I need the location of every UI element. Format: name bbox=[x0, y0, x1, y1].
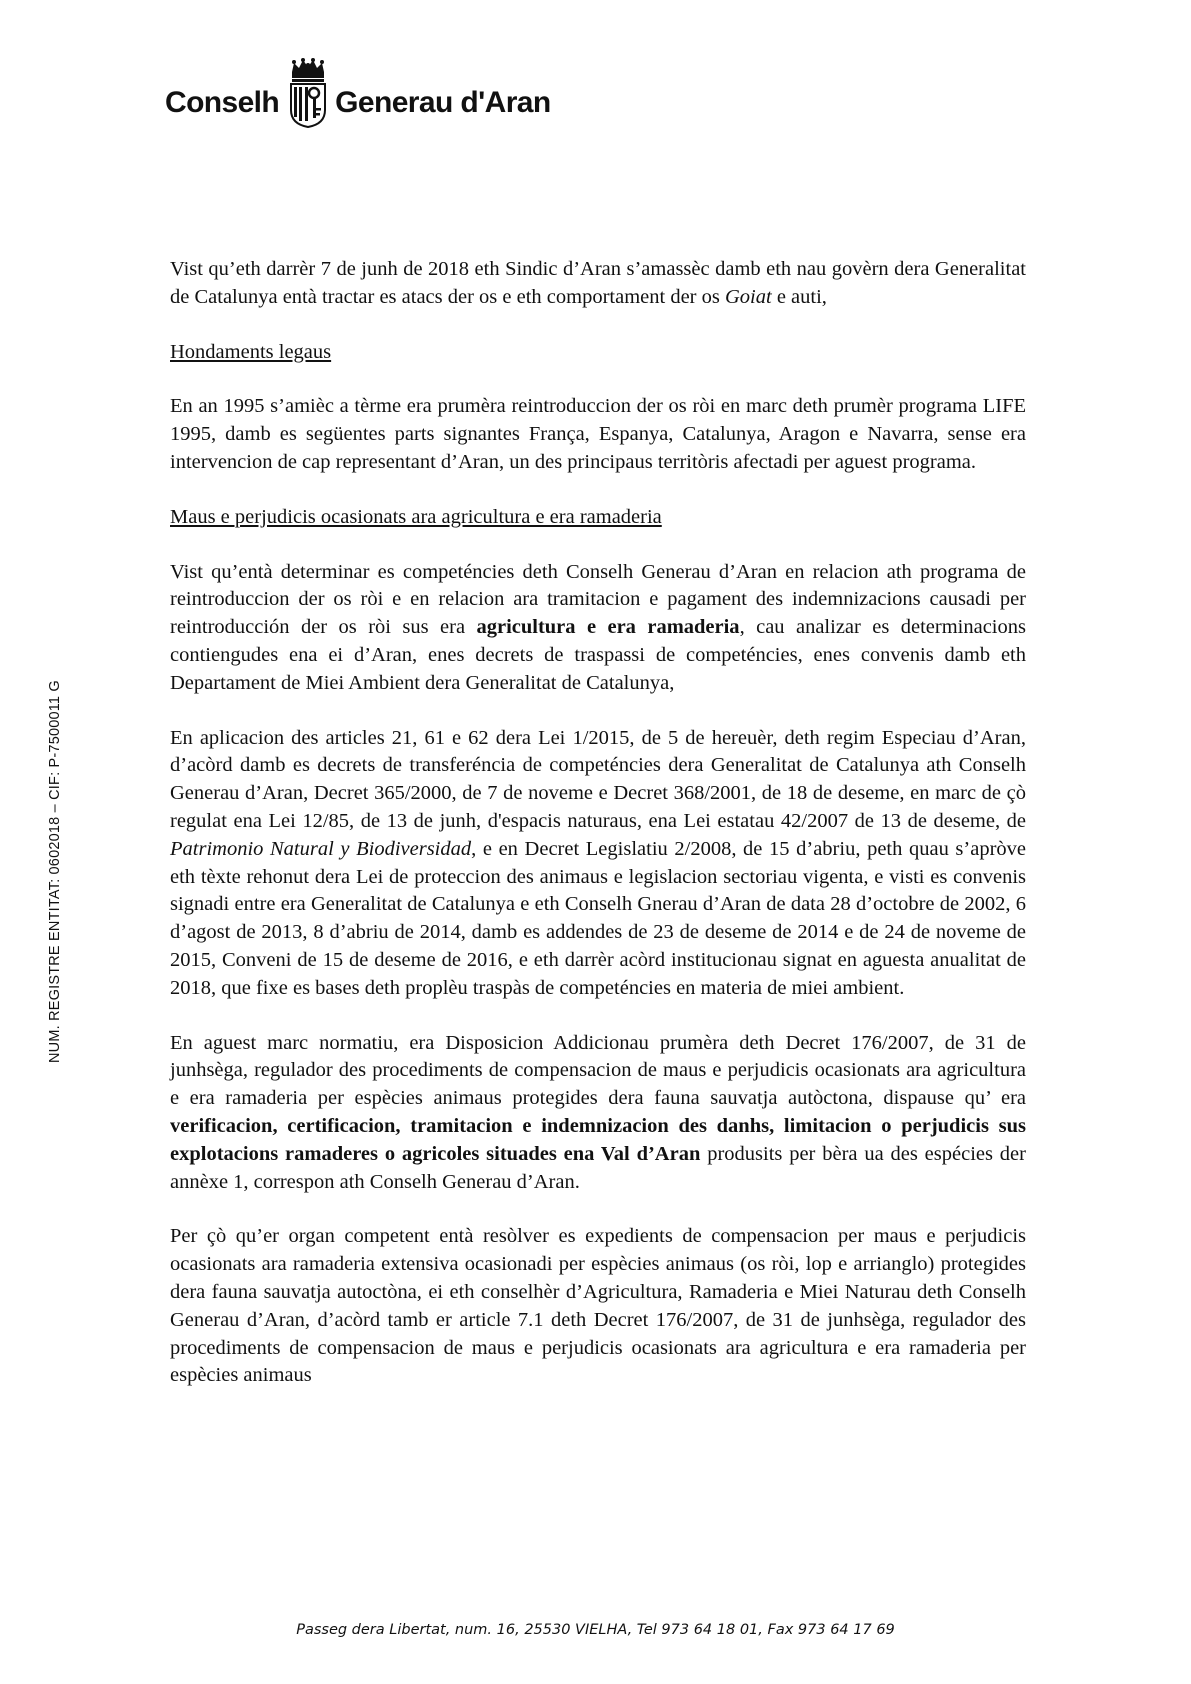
logo-text-right: Generau d'Aran bbox=[335, 86, 551, 119]
logo-text-left: Conselh bbox=[165, 86, 280, 119]
registration-number: NUM. REGISTRE ENTITAT: 0602018 – CIF: P-7500011 G bbox=[47, 680, 63, 1063]
letterhead bbox=[165, 58, 551, 128]
paragraph-1: Vist qu’eth darrèr 7 de junh de 2018 eth Sindic d’Aran s’amassèc damb eth nau govèrn dera Generalitat de Catalunya entà tractar es atacs der os e eth comportament der os Goiat e auti, bbox=[170, 258, 1026, 308]
aran-coat-of-arms-icon bbox=[285, 58, 331, 128]
section-heading-legal-basis: Hondaments legaus bbox=[170, 340, 332, 363]
paragraph-4: En aplicacion des articles 21, 61 e 62 dera Lei 1/2015, de 5 de hereuèr, deth regim Especiau d’Aran, d’acòrd damb es decrets de transferéncia de competéncies dera Generalitat de Catalunya ath Conselh Generau d’Aran, Decret 365/2000, de 7 de noveme e Decret 368/2001, de 18 de deseme, en marc de çò regulat ena Lei 12/85, de 13 de junh, d'espacis naturaus, ena Lei estatau 42/2007 de 13 de deseme, de Patrimonio Natural y Biodiversidad, e en Decret Legislatiu 2/2008, de 15 d’abriu, peth quau s’apròve eth tèxte rehonut dera Lei de proteccion des animaus e legislacion sectoriau vigenta, e visti es convenis signadi entre era Generalitat de Catalunya e eth Conselh Gnerau d’Aran de data 28 d’octobre de 2002, 6 d’agost de 2013, 8 d’abriu de 2014, damb es addendes de 23 de deseme de 2014 e de 24 de noveme de 2015, Conveni de 15 de deseme de 2016, e eth darrèr acòrd institucionau signat en aguesta anualitat de 2018, que fixe es bases deth proplèu traspàs de competéncies en materia de miei ambient. bbox=[170, 726, 1027, 999]
paragraph-3: Vist qu’entà determinar es competéncies deth Conselh Generau d’Aran en relacion ath programa de reintroduccion der os ròi e en relacion ara tramitacion e pagament des indemnizacions causadi per reintroducción der os ròi sus era agricultura e era ramaderia, cau analizar es determinacions contiengudes ena ei d’Aran, enes decrets de traspassi de competéncies, enes convenis damb eth Departament de Miei Ambient dera Generalitat de Catalunya, bbox=[170, 560, 1026, 694]
section-heading-damages: Maus e perjudicis ocasionats ara agricultura e era ramaderia bbox=[170, 505, 662, 528]
paragraph-2: En an 1995 s’amièc a tèrme era prumèra reintroduccion der os ròi en marc deth prumèr programa LIFE 1995, damb es següentes parts signantes França, Espanya, Catalunya, Aragon e Navarra, sense era intervencion de cap representant d’Aran, un des principaus territòris afectadi per aguest programa. bbox=[170, 395, 1026, 473]
document-body bbox=[170, 256, 1026, 1417]
page-footer-address: Passeg dera Libertat, num. 16, 25530 VIELHA, Tel 973 64 18 01, Fax 973 64 17 69 bbox=[296, 1622, 895, 1638]
paragraph-5: En aguest marc normatiu, era Disposicion Addicionau prumèra deth Decret 176/2007, de 31 de junhsèga, regulador des procediments de compensacion de maus e perjudicis ocasionats ara agricultura e era ramaderia per espècies animaus protegides dera fauna sauvatja autòctona, dispause qu’ era verificacion, certificacion, tramitacion e indemnizacion des danhs, limitacion o perjudicis sus explotacions ramaderes o agricoles situades ena Val d’Aran produsits per bèra ua des espécies der annèxe 1, correspon ath Conselh Generau d’Aran. bbox=[170, 1031, 1026, 1193]
paragraph-6: Per çò qu’er organ competent entà resòlver es expedients de compensacion per maus e perjudicis ocasionats ara ramaderia extensiva ocasionadi per espècies animaus (os ròi, lop e arrianglo) protegides dera fauna sauvatja autoctòna, ei eth conselhèr d’Agricultura, Ramaderia e Miei Naturau deth Conselh Generau d’Aran, d’acòrd tamb er article 7.1 deth Decret 176/2007, de 31 de junhsèga, regulador des procediments de compensacion de maus e perjudicis ocasionats ara agricultura e era ramaderia per espècies animaus bbox=[170, 1225, 1026, 1387]
